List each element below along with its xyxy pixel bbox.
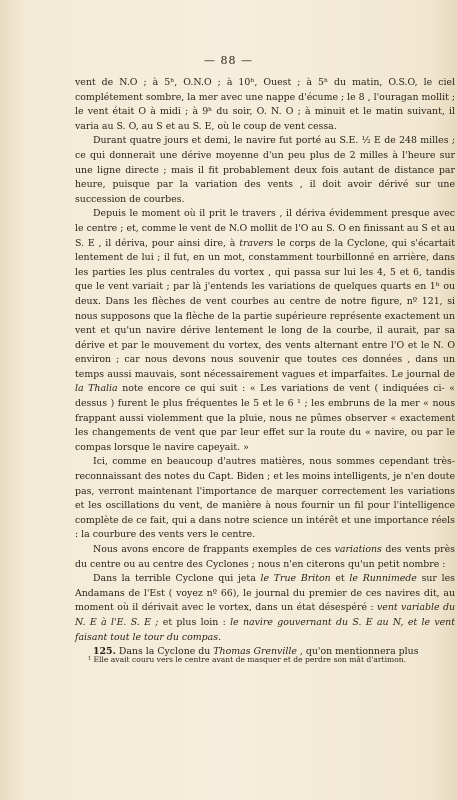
paragraph-1 <box>75 76 455 134</box>
italic-run: Thomas Grenville <box>213 646 297 658</box>
text-run: des vents près du centre ou au centre des Cyclones ; nous n'en citerons qu'un petit nombre : <box>75 544 456 570</box>
paragraph-6 <box>75 572 455 645</box>
text-run: et <box>330 573 350 585</box>
paragraph-5 <box>75 543 455 572</box>
text-run: Dans la terrible Cyclone qui jeta <box>93 573 261 585</box>
italic-run: le Runnimede <box>349 573 417 585</box>
text-run: Depuis le moment où il prit le travers , il dériva évidemment presque avec le centre ; et, comme le vent de N.O mollit de l'O au S. O en finissant au S et au S. E , il dériva, pour ainsi dire, à <box>75 208 455 249</box>
italic-run: le True Briton <box>260 573 331 585</box>
text-run: Durant quatre jours et demi, le navire fut porté au S.E. ½ E de 248 milles ; ce qui donnerait une dérive moyenne d'un peu plus de 2 milles à l'heure sur une ligne directe ; mais il fit probablement deux fois autant de distance par heure, puisque par la variation des vents , il doit avoir dérivé sur une succession de courbes. <box>75 135 455 205</box>
text-run: vent de N.O ; à 5ʰ, O.N.O ; à 10ʰ, Ouest ; à 5ʰ du matin, O.S.O, le ciel complétement sombre, la mer avec une nappe d'écume ; le 8 , l'ouragan mollit ; le vent était O à midi ; à 9ʰ du soir, O. N. O ; à minuit et le matin suivant, il varia au S. O, au S et au S. E, où le coup de vent cessa. <box>75 77 455 132</box>
italic-run: le navire gouvernant du S. E au N, et le vent faisant tout le tour du compas. <box>75 616 455 643</box>
body-text <box>75 76 455 660</box>
paragraph-4 <box>75 455 455 543</box>
page-number: — 88 — <box>204 54 253 67</box>
italic-run: variations <box>334 544 382 555</box>
text-run: Dans la Cyclone du <box>115 646 214 658</box>
italic-run: travers <box>239 237 274 249</box>
section-number: 125. <box>93 646 116 658</box>
text-run: Nous avons encore de frappants exemples de ces <box>93 544 335 555</box>
paragraph-2 <box>75 134 455 207</box>
text-run: Ici, comme en beaucoup d'autres matières, nous sommes cependant très-reconnaissant des notes du Capt. Biden ; et les moins intelligents, je n'en doute pas, verront maintenant l'importance de marquer correctement les variations et les oscillations du vent, de manière à nous fournir un fil pour l'intelligence complète de ce fait, qui a dans notre science un intérêt et une importance réels : la courbure des vents vers le centre. <box>75 456 455 541</box>
text-run: note encore ce qui suit : « Les variations de vent ( indiquées ci- « dessus ) furent le plus fréquentes le 5 et le 6 ¹ ; les embruns de la mer « nous frappant aussi violemment que la pluie, nous ne pûmes observer « exactement les changements de vent que par leur effet sur la route du « navire, ou par le compas lorsque le navire capeyait. » <box>75 383 455 453</box>
text-run: sur les Andamans de l'Est ( voyez nº 66), le journal du premier de ces navires dit, au moment où il dérivait avec le vortex, dans un état désespéré : <box>75 573 455 614</box>
footnote: ¹ Elle avait couru vers le centre avant de masquer et de perdre son mât d'artimon. <box>88 655 407 664</box>
italic-run: la Thalia <box>75 383 118 395</box>
text-run: et plus loin : <box>158 616 231 628</box>
text-run: , qu'on mentionnera plus <box>296 646 419 658</box>
text-run: le corps de la Cyclone, qui s'écartait lentement de lui ; il fut, en un mot, constamment tourbillonné en arrière, dans les parties les plus centrales du vortex , qui passa sur lui les 4, 5 et 6, tandis que le vent variait ; par là j'entends les variations de quelques quarts en 1ʰ ou deux. Dans les flèches de vent courbes au centre de notre figure, nº 121, si nous supposons que la flèche de la partie supérieure représente exactement un vent et qu'un navire dérive lentement le long de la courbe, il aurait, par sa dérive et par le mouvement du vortex, des vents alternant entre l'O et le N. O environ ; car nous devons nous souvenir que toutes ces données , dans un temps aussi mauvais, sont nécessairement vagues et imparfaites. Le journal de <box>75 237 455 380</box>
italic-run: vent variable du N. E à l'E. S. E ; <box>75 602 456 628</box>
paragraph-3 <box>75 207 455 455</box>
